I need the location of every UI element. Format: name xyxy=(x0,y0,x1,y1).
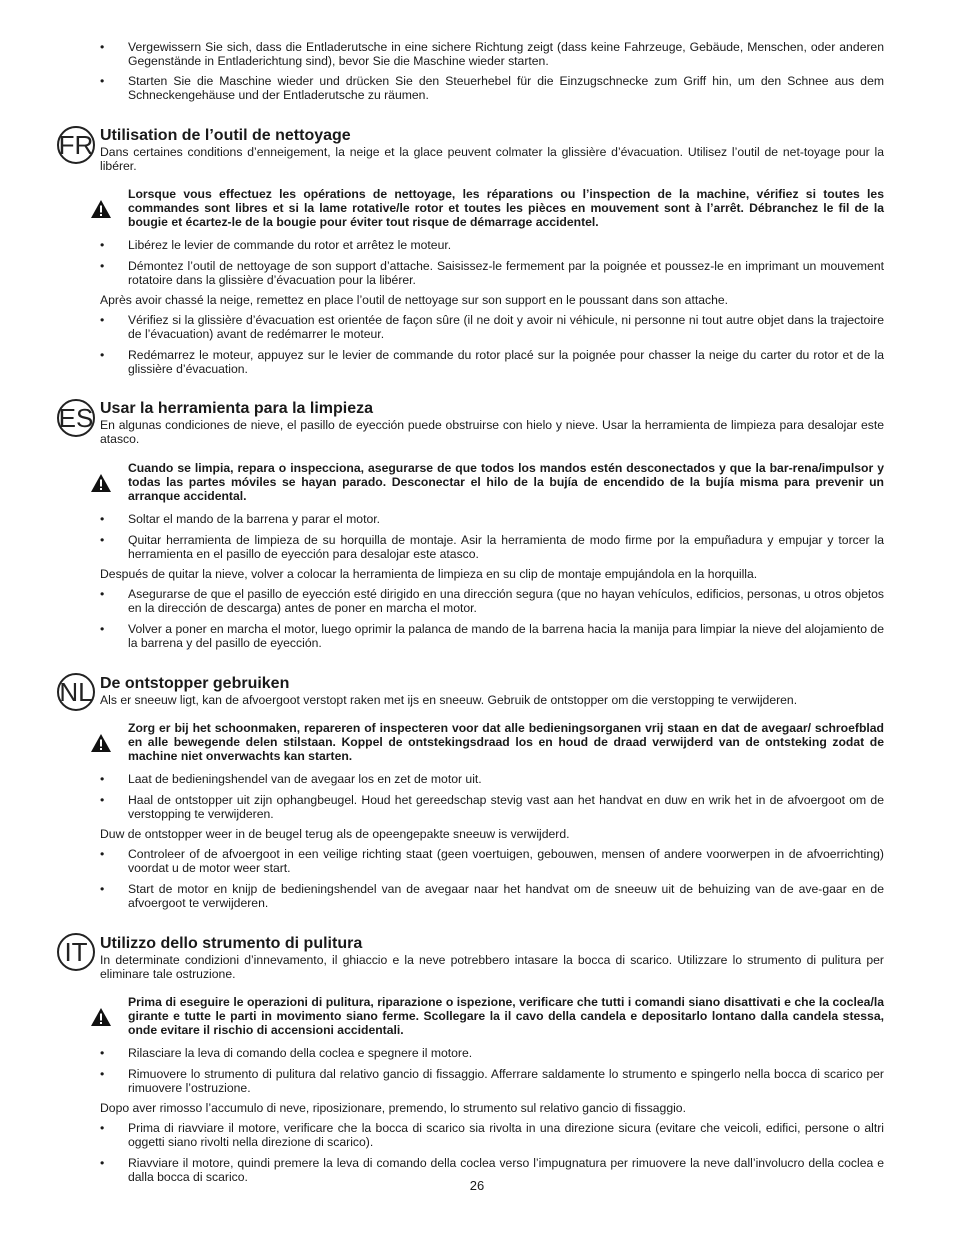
steps-nl xyxy=(100,772,884,910)
page-number: 26 xyxy=(469,1178,485,1193)
warning-nl: Zorg er bij het schoonmaken, repareren of inspecteren voor dat alle bedieningsorganen vrij staan en dat de avegaar/ schroefblad en alle bewegende delen stilstaan. Koppel de ontstekingsdraad los en houd de draad verwijderd van de ontsteking zodat de machine niet onverwachts kan starten. xyxy=(128,721,884,763)
list-item: • Vérifiez si la glissière d’évacuation est orientée de façon sûre (il ne doit y avoir ni véhicule, ni personne ni tout autre objet dans la trajectoire de l’évacuation) avant de redémarrer le moteur. xyxy=(100,313,884,341)
paragraph: Dopo aver rimosso l’accumulo di neve, riposizionare, premendo, lo strumento sul relativo gancio di fissaggio. xyxy=(100,1101,686,1115)
section-es xyxy=(100,400,884,446)
section-intro: In determinate condizioni d’innevamento, il ghiaccio e la neve potrebbero intasare la bocca di scarico. Utilizzare lo strumento di pulitura per eliminare tale ostruzione. xyxy=(100,953,884,981)
language-badge-es: ES xyxy=(57,399,95,437)
paragraph: Duw de ontstopper weer in de beugel terug als de opeengepakte sneeuw is verwijderd. xyxy=(100,827,570,841)
list-item: • Volver a poner en marcha el motor, luego oprimir la palanca de mando de la barrena hacia la manija para limpiar la nieve del alojamiento de la barrena y del pasillo de eyección. xyxy=(100,622,884,650)
section-heading: Utilisation de l’outil de nettoyage xyxy=(100,127,351,144)
de-bullets xyxy=(100,40,884,102)
paragraph: Después de quitar la nieve, volver a colocar la herramienta de limpieza en su clip de montaje empujándola en la horquilla. xyxy=(100,567,758,581)
steps-it xyxy=(100,1046,884,1184)
section-intro: En algunas condiciones de nieve, el pasillo de eyección puede obstruirse con hielo y nieve. Usar la herramienta de limpieza para desalojar este atasco. xyxy=(100,418,884,446)
list-item: • Riavviare il motore, quindi premere la leva di comando della coclea verso l’impugnatura per rimuovere la neve dall’involucro della coclea e dalla bocca di scarico. xyxy=(100,1156,884,1184)
list-item: • Soltar el mando de la barrena y parar el motor. xyxy=(100,512,381,526)
section-fr xyxy=(100,127,884,173)
language-badge-nl: NL xyxy=(57,673,95,711)
list-item: • Haal de ontstopper uit zijn ophangbeugel. Houd het gereedschap stevig vast aan het handvat en duw en wrik het in de afvoergoot om de verstopping te verwijderen. xyxy=(100,793,884,821)
list-item: • Laat de bedieningshendel van de avegaar los en zet de motor uit. xyxy=(100,772,482,786)
list-item: • Asegurarse de que el pasillo de eyección esté dirigido en una dirección segura (que no hayan vehículos, edificios, personas, u otros objetos en la dirección de descarga) antes de poner en marcha el motor. xyxy=(100,587,884,615)
section-it xyxy=(100,935,884,981)
list-item: • Rimuovere lo strumento di pulitura dal relativo gancio di fissaggio. Afferrare saldamente lo strumento e spingerlo nella bocca di scarico per rimuovere l’ostruzione. xyxy=(100,1067,884,1095)
list-item: • Start de motor en knijp de bedieningshendel van de avegaar naar het handvat om de sneeuw uit de behuizing van de ave-gaar en de afvoergoot te verwijderen. xyxy=(100,882,884,910)
list-item: • Rilasciare la leva di comando della coclea e spegnere il motore. xyxy=(100,1046,473,1060)
warning-fr: Lorsque vous effectuez les opérations de nettoyage, les réparations ou l’inspection de la machine, vérifiez si toutes les commandes sont libres et si la lame rotative/le rotor et toutes les pièces en mouvement sont à l’arrêt. Débranchez le fil de la bougie et écartez-le de la bougie pour éviter tout risque de démarrage accidentel. xyxy=(128,187,884,229)
section-nl xyxy=(100,675,884,707)
list-item: • Quitar herramienta de limpieza de su horquilla de montaje. Asir la herramienta de modo firme por la empuñadura y empujar y torcer la herramienta en el pasillo de eyección para desalojar este atasco. xyxy=(100,533,884,561)
list-item: • Libérez le levier de commande du rotor et arrêtez le moteur. xyxy=(100,238,452,252)
language-badge-it: IT xyxy=(57,933,95,971)
list-item: • Redémarrez le moteur, appuyez sur le levier de commande du rotor placé sur la poignée pour chasser la neige du carter du rotor et de la glissière d’évacuation. xyxy=(100,348,884,376)
section-heading: De ontstopper gebruiken xyxy=(100,675,290,692)
section-intro: Dans certaines conditions d’enneigement, la neige et la glace peuvent colmater la glissière d’évacuation. Utilisez l’outil de net-toyage pour la libérer. xyxy=(100,145,884,173)
steps-es xyxy=(100,512,884,650)
section-intro: Als er sneeuw ligt, kan de afvoergoot verstopt raken met ijs en sneeuw. Gebruik de ontstopper om die verstopping te verwijderen. xyxy=(100,693,798,707)
warning-es: Cuando se limpia, repara o inspecciona, asegurarse de que todos los mandos estén desconectados y que la bar-rena/impulsor y todas las partes móviles se hayan parado. Desconectar el hilo de la bujía de encendido de la bujía misma para prevenir un arranque accidental. xyxy=(128,461,884,503)
steps-fr xyxy=(100,238,884,376)
list-item: • Démontez l’outil de nettoyage de son support d’attache. Saisissez-le fermement par la poignée et poussez-le en imprimant un mouvement rotatoire dans la glissière d’évacuation pour la libérer. xyxy=(100,259,884,287)
language-badge-fr: FR xyxy=(57,126,95,164)
list-item: • Prima di riavviare il motore, verificare che la bocca di scarico sia rivolta in una direzione sicura (evitare che veicoli, edifici, persone o altri oggetti siano rivolti nella direzione di scarico). xyxy=(100,1121,884,1149)
list-item: • Vergewissern Sie sich, dass die Entladerutsche in eine sichere Richtung zeigt (dass keine Fahrzeuge, Gebäude, Menschen, oder anderen Gegenstände in Entladerichtung sind), bevor Sie die Maschine wieder starten. xyxy=(100,40,884,68)
paragraph: Après avoir chassé la neige, remettez en place l’outil de nettoyage sur son support en le poussant dans son attache. xyxy=(100,293,729,307)
list-item: • Controleer of de afvoergoot in een veilige richting staat (geen voertuigen, gebouwen, mensen of andere voorwerpen in de afvoerrichting) voordat u de motor weer start. xyxy=(100,847,884,875)
warning-it: Prima di eseguire le operazioni di pulitura, riparazione o ispezione, verificare che tutti i comandi siano disattivati e che la coclea/la girante e tutte le parti in movimento siano ferme. Scollegare la il cavo della candela e depositarlo lontano dalla candela stessa, onde evitare il rischio di accensioni accidentali. xyxy=(128,995,884,1037)
list-item: • Starten Sie die Maschine wieder und drücken Sie den Steuerhebel für die Einzugschnecke zum Griff hin, um den Schnee aus dem Schneckengehäuse und der Entladerutsche zu räumen. xyxy=(100,74,884,102)
section-heading: Utilizzo dello strumento di pulitura xyxy=(100,935,363,952)
section-heading: Usar la herramienta para la limpieza xyxy=(100,400,374,417)
